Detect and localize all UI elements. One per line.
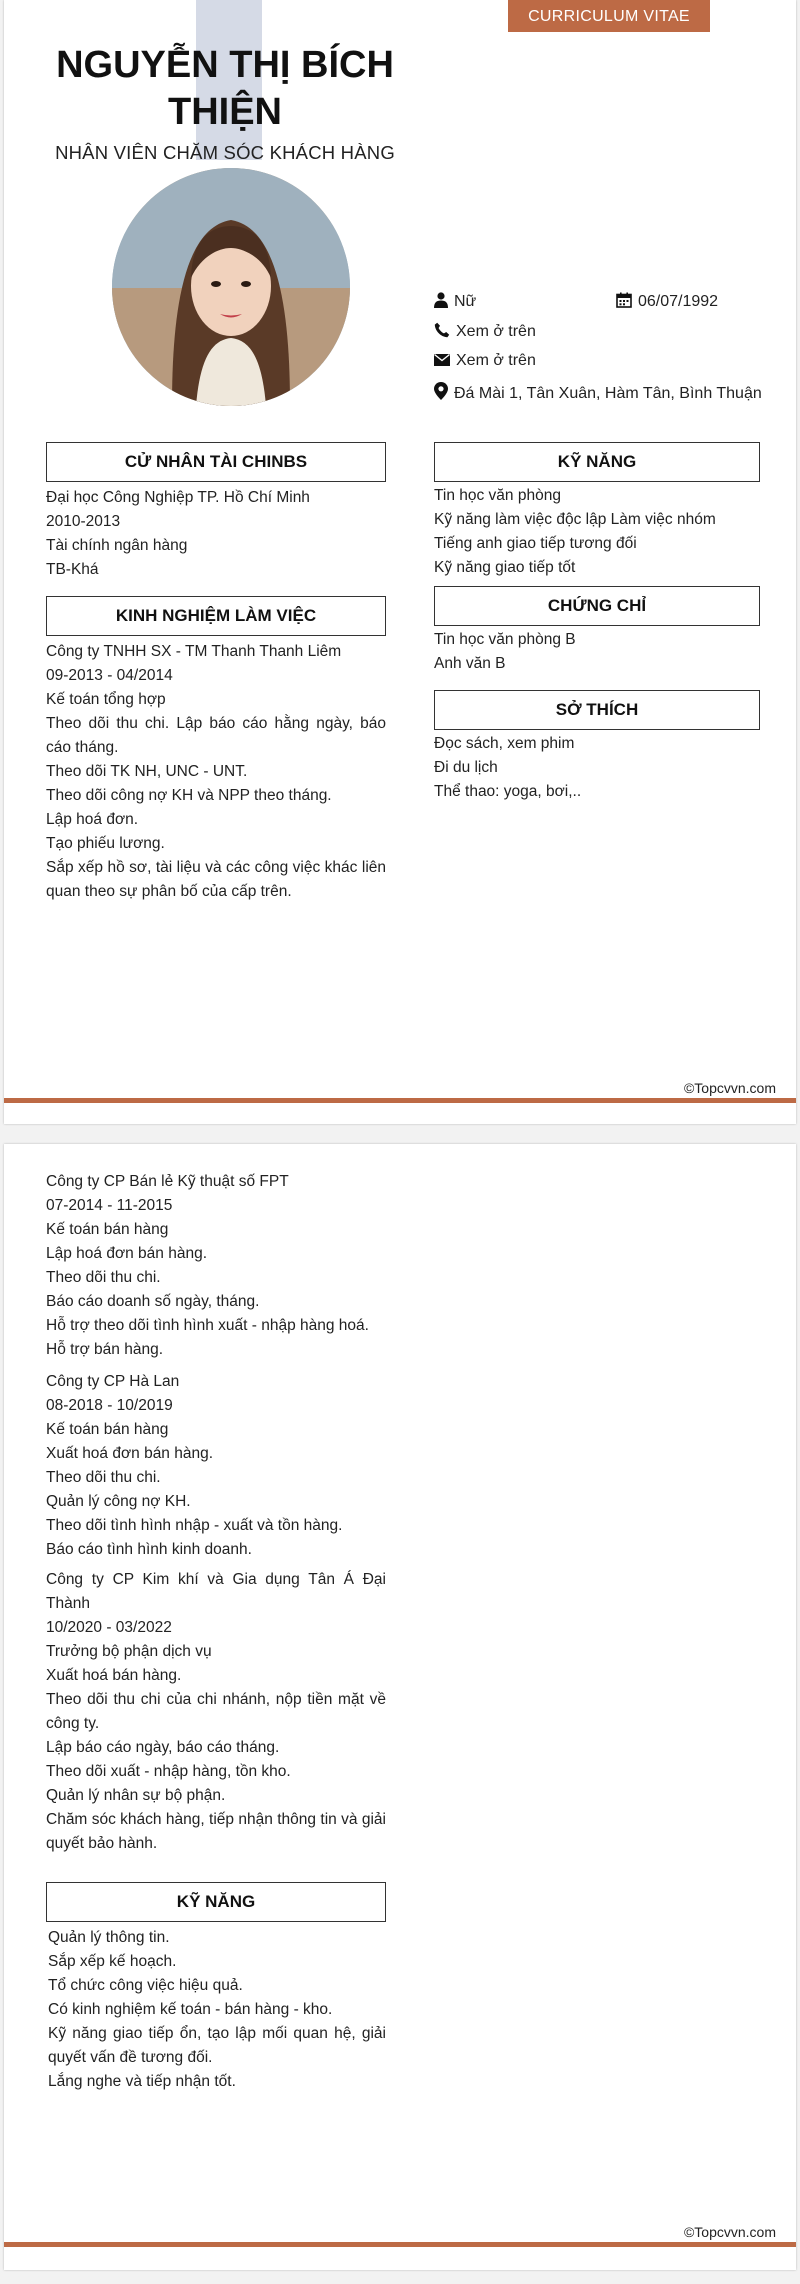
name-line-2: THIỆN	[168, 91, 282, 133]
job-duty: Hỗ trợ theo dõi tình hình xuất - nhập hàng hoá.	[46, 1317, 369, 1334]
footer-accent-line	[4, 2242, 796, 2247]
education-title: CỬ NHÂN TÀI CHINBS	[46, 442, 386, 482]
job-period: 10/2020 - 03/2022	[46, 1619, 172, 1636]
email-row	[434, 352, 536, 370]
job-period: 08-2018 - 10/2019	[46, 1397, 173, 1414]
job-duty: Theo dõi thu chi.	[46, 1469, 161, 1486]
job-duty: Theo dõi tình hình nhập - xuất và tồn hàng.	[46, 1517, 343, 1534]
job-duty: Sắp xếp hồ sơ, tài liệu và các công việc khác liên quan theo sự phân bố của cấp trên.	[46, 859, 386, 900]
cv-page-1	[4, 0, 796, 1124]
education-years: 2010-2013	[46, 513, 121, 530]
job-duty: Báo cáo doanh số ngày, tháng.	[46, 1293, 260, 1310]
copyright-text: ©Topcvvn.com	[683, 2224, 776, 2240]
job-duty: Theo dõi thu chi của chi nhánh, nộp tiền mặt về công ty.	[46, 1691, 386, 1732]
job-duty: Theo dõi thu chi. Lập báo cáo hằng ngày, báo cáo tháng.	[46, 715, 386, 756]
job-role: Trưởng bộ phận dịch vụ	[46, 1643, 212, 1660]
certificate-item: Tin học văn phòng B	[434, 631, 576, 648]
gender-row	[434, 292, 476, 311]
curriculum-vitae-banner: CURRICULUM VITAE	[508, 0, 710, 32]
experience-job-2	[46, 1170, 386, 1362]
experience-title: KINH NGHIỆM LÀM VIỆC	[46, 596, 386, 636]
job-period: 09-2013 - 04/2014	[46, 667, 173, 684]
skill-item: Tin học văn phòng	[434, 487, 561, 504]
job-company: Công ty CP Bán lẻ Kỹ thuật số FPT	[46, 1173, 289, 1190]
skills-list	[434, 484, 774, 580]
skill-detail-item: Kỹ năng giao tiếp ổn, tạo lập mối quan hệ, giải quyết vấn đề tương đối.	[48, 2025, 386, 2066]
job-duty: Quản lý công nợ KH.	[46, 1493, 191, 1510]
phone-row	[434, 322, 536, 341]
education-major: Tài chính ngân hàng	[46, 537, 188, 554]
experience-job-4	[46, 1568, 386, 1856]
hobby-item: Đọc sách, xem phim	[434, 735, 575, 752]
skill-item: Kỹ năng làm việc độc lập Làm việc nhóm	[434, 511, 716, 528]
skill-detail-item: Tổ chức công việc hiệu quả.	[48, 1977, 243, 1994]
skill-detail-item: Sắp xếp kế hoạch.	[48, 1953, 177, 1970]
job-duty: Lập báo cáo ngày, báo cáo tháng.	[46, 1739, 280, 1756]
job-duty: Lập hoá đơn bán hàng.	[46, 1245, 208, 1262]
skills-title: KỸ NĂNG	[434, 442, 760, 482]
phone-icon	[434, 322, 450, 338]
job-duty: Chăm sóc khách hàng, tiếp nhận thông tin và giải quyết bảo hành.	[46, 1811, 386, 1852]
skill-detail-item: Lắng nghe và tiếp nhận tốt.	[48, 2073, 236, 2090]
profile-photo-illustration	[112, 168, 350, 406]
job-duty: Tạo phiếu lương.	[46, 835, 165, 852]
envelope-icon	[434, 353, 450, 367]
job-duty: Xuất hoá đơn bán hàng.	[46, 1445, 214, 1462]
job-role: Kế toán bán hàng	[46, 1421, 169, 1438]
address-row	[434, 382, 762, 403]
job-position: NHÂN VIÊN CHĂM SÓC KHÁCH HÀNG	[55, 142, 395, 163]
hobbies-list	[434, 732, 774, 804]
candidate-name	[40, 42, 410, 136]
education-details	[46, 486, 386, 582]
copyright-text: ©Topcvvn.com	[683, 1080, 776, 1096]
skill-detail-item: Có kinh nghiệm kế toán - bán hàng - kho.	[48, 2001, 333, 2018]
hobby-item: Đi du lịch	[434, 759, 498, 776]
job-company: Công ty CP Hà Lan	[46, 1373, 180, 1390]
footer-accent-line	[4, 1098, 796, 1103]
person-icon	[434, 292, 448, 308]
job-duty: Lập hoá đơn.	[46, 811, 139, 828]
job-duty: Theo dõi thu chi.	[46, 1269, 161, 1286]
job-role: Kế toán tổng hợp	[46, 691, 166, 708]
skills-detail-list	[48, 1926, 386, 2094]
cv-page-2	[4, 1144, 796, 2270]
job-period: 07-2014 - 11-2015	[46, 1197, 173, 1214]
skill-detail-item: Quản lý thông tin.	[48, 1929, 170, 1946]
skill-item: Tiếng anh giao tiếp tương đối	[434, 535, 637, 552]
job-duty: Báo cáo tình hình kinh doanh.	[46, 1541, 252, 1558]
map-pin-icon	[434, 382, 448, 400]
birthday-value: 06/07/1992	[638, 293, 719, 310]
job-company: Công ty TNHH SX - TM Thanh Thanh Liêm	[46, 643, 342, 660]
job-duty: Hỗ trợ bán hàng.	[46, 1341, 164, 1358]
education-grade: TB-Khá	[46, 561, 99, 578]
job-duty: Theo dõi TK NH, UNC - UNT.	[46, 763, 248, 780]
address-value: Đá Mài 1, Tân Xuân, Hàm Tân, Bình Thuận	[454, 385, 762, 402]
profile-photo	[112, 168, 350, 406]
certificates-list	[434, 628, 774, 676]
hobbies-title: SỞ THÍCH	[434, 690, 760, 730]
hobby-item: Thể thao: yoga, bơi,..	[434, 783, 582, 800]
experience-job-3	[46, 1370, 386, 1562]
skills-detail-title: KỸ NĂNG	[46, 1882, 386, 1922]
calendar-icon	[616, 292, 632, 308]
phone-value: Xem ở trên	[456, 323, 536, 340]
job-duty: Theo dõi xuất - nhập hàng, tồn kho.	[46, 1763, 291, 1780]
experience-job-1	[46, 640, 386, 904]
job-duty: Xuất hoá bán hàng.	[46, 1667, 182, 1684]
gender-value: Nữ	[454, 293, 477, 310]
certificates-title: CHỨNG CHỈ	[434, 586, 760, 626]
job-role: Kế toán bán hàng	[46, 1221, 169, 1238]
name-line-1: NGUYỄN THỊ BÍCH	[56, 44, 394, 86]
job-duty: Theo dõi công nợ KH và NPP theo tháng.	[46, 787, 332, 804]
job-duty: Quản lý nhân sự bộ phận.	[46, 1787, 226, 1804]
birthday-row	[616, 292, 718, 311]
skill-item: Kỹ năng giao tiếp tốt	[434, 559, 576, 576]
job-company: Công ty CP Kim khí và Gia dụng Tân Á Đại Thành	[46, 1571, 386, 1612]
education-school: Đại học Công Nghiệp TP. Hồ Chí Minh	[46, 489, 310, 506]
email-value: Xem ở trên	[456, 352, 536, 369]
certificate-item: Anh văn B	[434, 655, 506, 672]
